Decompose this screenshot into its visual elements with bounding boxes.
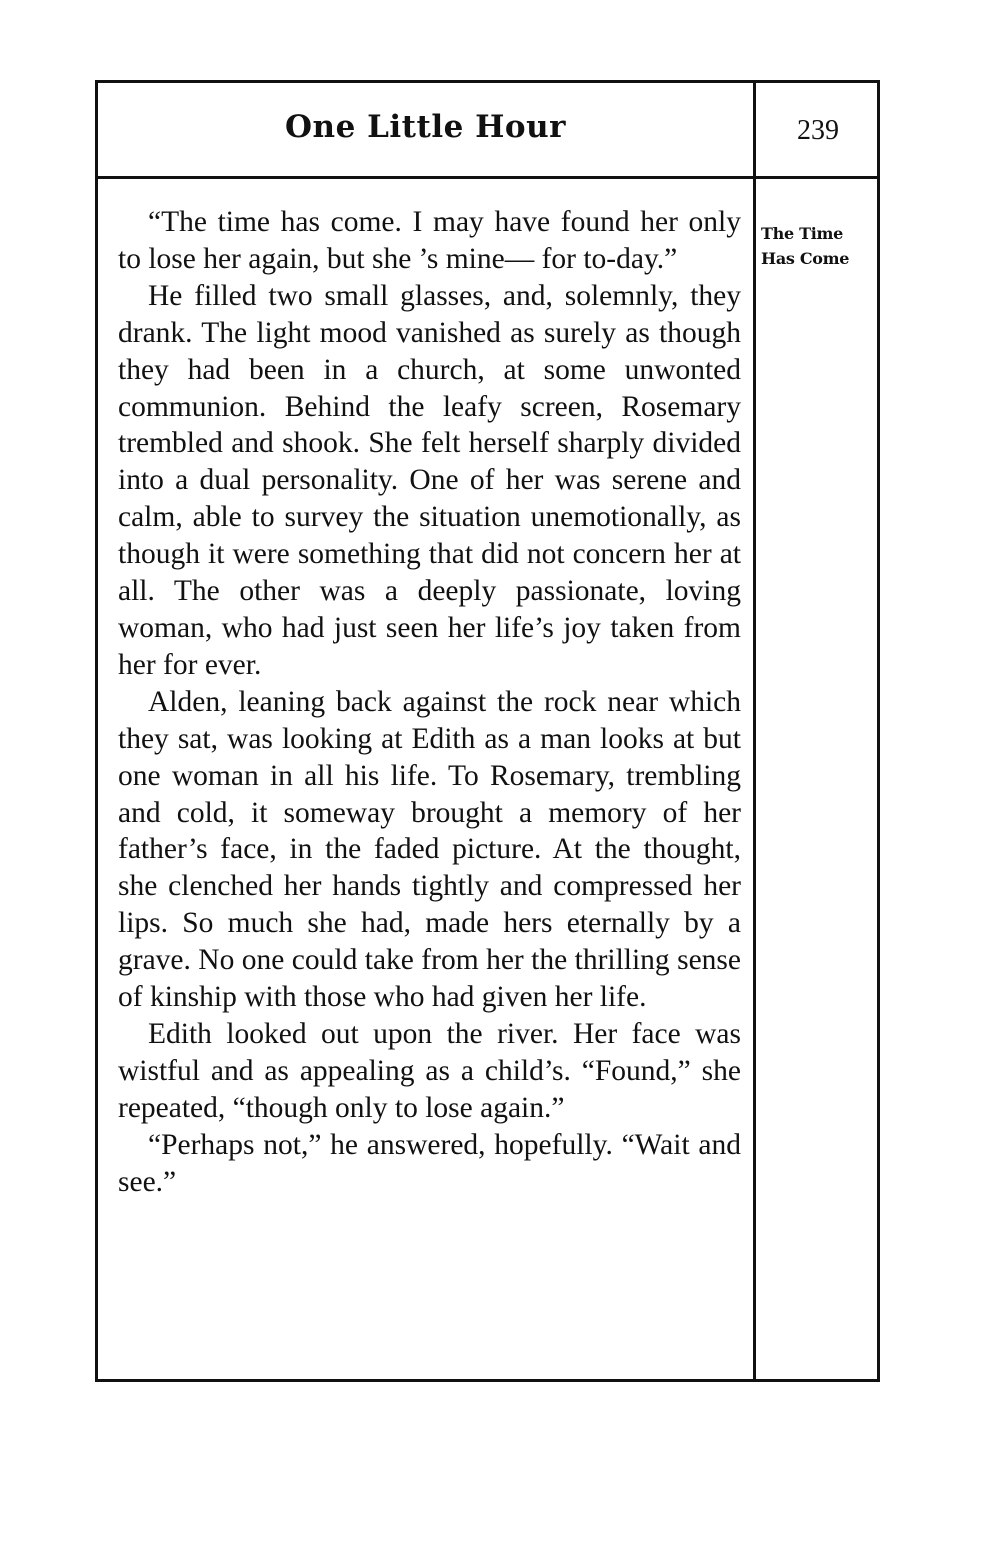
paragraph: “Perhaps not,” he answered, hopefully. “Wait and see.” — [118, 1128, 741, 1198]
margin-note-line-1: The Time — [761, 224, 843, 243]
margin-note-line-2: Has Come — [761, 249, 850, 268]
paragraph: “The time has come. I may have found her only to lose her again, but she ’s mine— for to-day.” — [118, 206, 741, 275]
page-frame — [95, 80, 880, 1382]
header-rule — [98, 176, 877, 179]
paragraph: Alden, leaning back against the rock near which they sat, was looking at Edith as a man looks at but one woman in all his life. To Rosemary, trembling and cold, it someway brought a memory of her father’s face, in the faded picture. At the thought, she clenched her hands tightly and compressed her lips. So much she had, made hers eternally by a grave. No one could take from her the thrilling sense of kinship with those who had given her life. — [118, 685, 741, 1014]
paragraph: Edith looked out upon the river. Her face was wistful and as appealing as a child’s. “Found,” she repeated, “though only to lose again.” — [118, 1017, 741, 1124]
paragraph: He filled two small glasses, and, solemnly, they drank. The light mood vanished as surely as though they had been in a church, at some unwonted communion. Behind the leafy screen, Rosemary trembled and shook. She felt herself sharply divided into a dual personality. One of her was serene and calm, able to survey the situation unemotionally, as though it were something that did not concern her at all. The other was a deeply passionate, loving woman, who had just seen her life’s joy taken from her for ever. — [118, 279, 741, 681]
running-title: One Little Hour — [285, 109, 566, 145]
page-number: 239 — [797, 115, 839, 146]
body-text — [118, 204, 741, 1200]
margin-note — [761, 221, 876, 271]
margin-column-rule — [753, 83, 756, 1379]
